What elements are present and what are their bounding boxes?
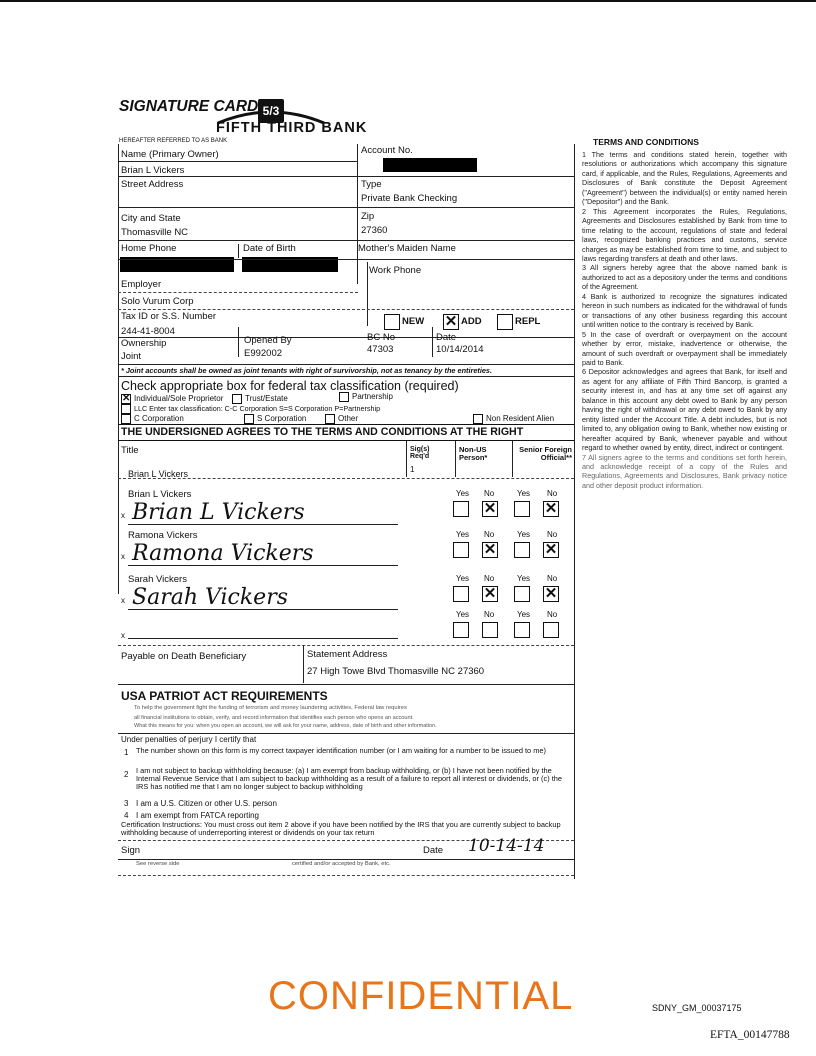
senior-no-label: No (547, 574, 558, 583)
nonus-no-checkbox[interactable]: ✕ (483, 500, 497, 517)
bank-name: FIFTH THIRD BANK (216, 120, 368, 136)
signer-line (128, 565, 398, 566)
bc-value: 47303 (367, 344, 394, 355)
signer-x-mark: x (121, 552, 125, 561)
top-rule (0, 0, 816, 2)
efta-number: EFTA_00147788 (710, 1029, 790, 1041)
zip-value: 27360 (361, 225, 388, 236)
date-value: 10/14/2014 (436, 344, 484, 355)
patriot-line-2: all financial institutions to obtain, verify, and record information that identifies each person who opens an account. (134, 715, 414, 721)
perjury-text: Under penalties of perjury I certify that (121, 735, 257, 744)
trust-checkbox[interactable] (232, 394, 242, 404)
nonresident-checkbox[interactable] (473, 414, 483, 424)
signer-x-mark: x (121, 596, 125, 605)
sign-label: Sign (121, 845, 141, 856)
senior-label: Senior Foreign Official** (519, 445, 572, 462)
item-1-num: 1 (124, 748, 129, 757)
senior-yes-label: Yes (517, 530, 531, 539)
nonus-no-label: No (484, 574, 495, 583)
title-name: Brian L Vickers (128, 469, 189, 479)
other-checkbox[interactable] (325, 414, 335, 424)
repl-label: REPL (515, 316, 541, 327)
nonus-yes-checkbox[interactable] (453, 622, 469, 638)
terms-para-5: 5 In the case of overdraft or overpayment on the account whether by error, mistake, inadvertence or otherwise, the amount of such overdraft or overpayment shall be immediately paid to Bank. (582, 329, 787, 367)
rule-7 (118, 309, 574, 310)
signer-printed-name: Brian L Vickers (128, 489, 192, 500)
terms-heading: TERMS AND CONDITIONS (593, 137, 699, 147)
rule-13 (118, 478, 574, 479)
cert-date-value: 10-14-14 (468, 836, 545, 856)
signer-x-mark: x (121, 511, 125, 520)
nonus-label: Non-US Person* (459, 445, 488, 462)
rule-18 (118, 859, 574, 860)
dob-label: Date of Birth (243, 243, 296, 254)
sig-col-2 (455, 441, 456, 477)
city-label: City and State (121, 213, 181, 224)
cert-instructions: Certification Instructions: You must cross out item 2 above if you have been notified by the IRS that you are currently subject to backup withholding because of underreporting interest or dividends on your tax return (121, 820, 561, 837)
signature-card-title: SIGNATURE CARD (119, 98, 259, 115)
footer-right: certified and/or accepted by Bank, etc. (292, 861, 391, 867)
rule-3 (118, 207, 574, 208)
joint-notice: * Joint accounts shall be owned as joint tenants with right of survivorship, not as tenancy by the entireties. (121, 366, 492, 375)
rule-6 (118, 292, 358, 293)
form-right-border (574, 144, 575, 879)
signer-printed-name: Ramona Vickers (128, 530, 198, 541)
rule-19 (118, 875, 574, 876)
repl-checkbox[interactable] (497, 314, 513, 330)
sig-req-value: 1 (410, 465, 415, 474)
patriot-line-1: To help the government fight the funding of terrorism and money laundering activities, Federal law requires (134, 705, 407, 711)
rule-11 (118, 424, 574, 425)
terms-para-6: 6 Depositor acknowledges and agrees that Bank, for itself and as agent for any affiliate of Fifth Third Bancorp, is granted a security interest in, and has at any time set off against any balance in this account any debt owed to Bank by any person having the right of withdrawal or any debt owed to Bank by any entity listed under the Account Title. A debt includes, but is not limited to, any obligation owing to Bank, whether now existing or hereafter acquired by Bank, whenever payable and without regard to whether owned by entity, direct, indirect or contingent. (582, 367, 787, 453)
col-divider-3 (238, 327, 239, 357)
employer-value: Solo Vurum Corp (121, 296, 194, 307)
signer-x-mark: x (121, 631, 125, 640)
statement-value: 27 High Towe Blvd Thomasville NC 27360 (307, 666, 485, 677)
type-label: Type (361, 179, 382, 190)
rule-10 (118, 376, 574, 377)
account-number-redacted (383, 158, 477, 172)
employer-label: Employer (121, 279, 162, 290)
agree-banner: THE UNDERSIGNED AGREES TO THE TERMS AND CONDITIONS AT THE RIGHT (121, 426, 524, 438)
col-divider (357, 144, 358, 284)
nonus-yes-checkbox[interactable] (453, 586, 469, 602)
terms-para-4: 4 Bank is authorized to recognize the signatures indicated hereon in such numbers as indicated for the withdrawal of funds or transactions of any other business regarding this account until written notice to the contrary is received by Bank. (582, 291, 787, 330)
col-divider-4 (432, 327, 433, 357)
col-divider-6 (303, 645, 304, 683)
rule-1 (118, 161, 358, 162)
cert-item-3: I am a U.S. Citizen or other U.S. person (136, 799, 277, 808)
nonus-no-checkbox[interactable] (482, 622, 498, 638)
title-label: Title (121, 445, 139, 456)
item-2-num: 2 (124, 770, 129, 779)
opt-ccorp: C Corporation (134, 414, 184, 423)
rule-4 (118, 240, 574, 241)
nonus-no-label: No (484, 530, 495, 539)
senior-yes-checkbox[interactable] (514, 501, 530, 517)
terms-para-3: 3 All signers hereby agree that the above named bank is authorized to act as a depository under the terms and conditions of the Agreement. (582, 263, 787, 292)
sig-req-label: Sig(s) Req'd (410, 446, 430, 460)
signer-line (128, 638, 398, 639)
senior-yes-label: Yes (517, 610, 531, 619)
signer-signature: Ramona Vickers (132, 541, 314, 566)
new-label: NEW (402, 316, 425, 327)
tax-label: Tax ID or S.S. Number (121, 311, 217, 322)
senior-no-checkbox[interactable]: ✕ (544, 585, 558, 602)
logo-mark: 5/3 (258, 99, 284, 123)
terms-para-2: 2 This Agreement incorporates the Rules, Regulations, Agreements and Disclosures established by Bank from time to time relating to the account, regulations of state and federal laws, recognized banking practices and customs, service charges as may be established from time to time, and subject to laws regarding transfers at death and other laws. (582, 206, 787, 263)
rule-8 (118, 337, 574, 338)
sig-col-3 (512, 441, 513, 477)
rule-5 (118, 259, 574, 260)
work-phone-label: Work Phone (369, 265, 422, 276)
account-label: Account No. (361, 145, 413, 156)
ownership-label: Ownership (121, 338, 167, 349)
senior-yes-label: Yes (517, 574, 531, 583)
name-value: Brian L Vickers (121, 165, 185, 176)
bates-number: SDNY_GM_00037175 (652, 1003, 742, 1013)
senior-yes-checkbox[interactable] (514, 586, 530, 602)
zip-label: Zip (361, 211, 375, 222)
nonus-no-label: No (484, 489, 495, 498)
opt-individual: Individual/Sole Proprietor (134, 394, 224, 403)
scorp-checkbox[interactable] (244, 414, 254, 424)
ownership-value: Joint (121, 351, 142, 362)
confidential-stamp: CONFIDENTIAL (268, 974, 574, 1018)
cert-date-label: Date (423, 845, 444, 856)
rule-9 (118, 364, 574, 365)
referred-as: HEREAFTER REFERRED TO AS BANK (119, 138, 228, 144)
sig-col-1 (406, 441, 407, 477)
rule-15 (118, 684, 574, 685)
phone-label: Home Phone (121, 243, 177, 254)
nonus-yes-label: Yes (456, 610, 470, 619)
senior-no-label: No (547, 530, 558, 539)
senior-no-label: No (547, 610, 558, 619)
senior-yes-label: Yes (517, 489, 531, 498)
city-value: Thomasville NC (121, 227, 189, 238)
date-label: Date (436, 332, 457, 343)
payable-label: Payable on Death Beneficiary (121, 651, 247, 662)
form-left-border (118, 144, 119, 594)
tax-class-heading: Check appropriate box for federal tax classification (required) (121, 379, 459, 393)
signer-signature: Brian L Vickers (132, 500, 305, 525)
opt-scorp: S Corporation (257, 414, 307, 423)
opt-other: Other (338, 414, 359, 423)
tax-value: 244-41-8004 (121, 326, 175, 337)
type-value: Private Bank Checking (361, 193, 458, 204)
cert-item-4: I am exempt from FATCA reporting (136, 811, 260, 820)
patriot-heading: USA PATRIOT ACT REQUIREMENTS (121, 689, 328, 703)
opt-trust: Trust/Estate (245, 394, 288, 403)
nonus-no-checkbox[interactable]: ✕ (483, 541, 497, 558)
cert-item-2: I am not subject to backup withholding because: (a) I am exempt from backup withholding, or (b) I have not been notified by the Internal Revenue Service that I am subject to backup withholding as a result of a failure to report all interest or dividends, or (c) the IRS has notified me that I am no longer subject to backup withholding (136, 766, 563, 791)
cert-item-1: The number shown on this form is my correct taxpayer identification number (or I am waiting for a number to be issued to me) (136, 746, 546, 755)
opened-label: Opened By (244, 335, 292, 346)
nonus-yes-label: Yes (456, 574, 470, 583)
col-divider-2 (238, 244, 239, 258)
signer-signature: Sarah Vickers (132, 585, 288, 610)
rule-16 (118, 733, 574, 734)
name-label: Name (Primary Owner) (121, 149, 219, 160)
nonus-no-checkbox[interactable]: ✕ (483, 585, 497, 602)
footer-left: See reverse side (136, 861, 180, 867)
terms-body (582, 150, 787, 490)
partnership-checkbox[interactable] (339, 392, 349, 402)
signer-line (128, 524, 398, 525)
nonus-yes-label: Yes (456, 489, 470, 498)
llc-checkbox[interactable] (121, 404, 131, 414)
opt-llc: LLC Enter tax classification: C-C Corporation S=S Corporation P=Partnership (134, 404, 381, 413)
signer-printed-name: Sarah Vickers (128, 574, 187, 585)
rule-14 (118, 645, 574, 646)
terms-para-1: 1 The terms and conditions stated herein, together with resolutions or authorizations which accompany this signature card, if applicable, and the Rules, Regulations, Agreements and Disclosures of Bank constitute the Deposit Agreement ("Agreement") between the individual(s) or entity named herein ("Depositor") and the Bank. (582, 150, 787, 207)
senior-no-label: No (547, 489, 558, 498)
opt-partnership: Partnership (352, 392, 393, 401)
item-3-num: 3 (124, 799, 129, 808)
ccorp-checkbox[interactable] (121, 414, 131, 424)
maiden-label: Mother's Maiden Name (358, 243, 456, 254)
nonus-yes-checkbox[interactable] (453, 542, 469, 558)
bc-label: BC No (367, 332, 395, 343)
signer-line (128, 609, 398, 610)
rule-2 (118, 176, 574, 177)
statement-label: Statement Address (307, 649, 388, 660)
opened-value: E992002 (244, 348, 283, 359)
nonus-yes-checkbox[interactable] (453, 501, 469, 517)
item-4-num: 4 (124, 811, 129, 820)
add-checkbox[interactable]: ✕ (444, 313, 458, 330)
rule-12 (118, 440, 574, 441)
col-divider-5 (367, 262, 368, 326)
patriot-line-3: What this means for you: when you open an account, we will ask for your name, address, date of birth and other information. (134, 723, 437, 729)
terms-para-7: 7 All signers agree to the terms and conditions set forth herein, and acknowledge receipt of a copy of the Rules and Regulations, Agreements and Disclosures, Bank privacy notice and other deposit product information. (582, 452, 787, 490)
add-label: ADD (461, 316, 482, 327)
nonus-yes-label: Yes (456, 530, 470, 539)
senior-no-checkbox[interactable]: ✕ (544, 541, 558, 558)
senior-yes-checkbox[interactable] (514, 622, 530, 638)
senior-yes-checkbox[interactable] (514, 542, 530, 558)
new-checkbox[interactable] (384, 314, 400, 330)
senior-no-checkbox[interactable]: ✕ (544, 500, 558, 517)
street-label: Street Address (121, 179, 184, 190)
opt-nonresident: Non Resident Alien (486, 414, 555, 423)
individual-checkbox[interactable]: ✕ (122, 393, 131, 404)
senior-no-checkbox[interactable] (543, 622, 559, 638)
nonus-no-label: No (484, 610, 495, 619)
